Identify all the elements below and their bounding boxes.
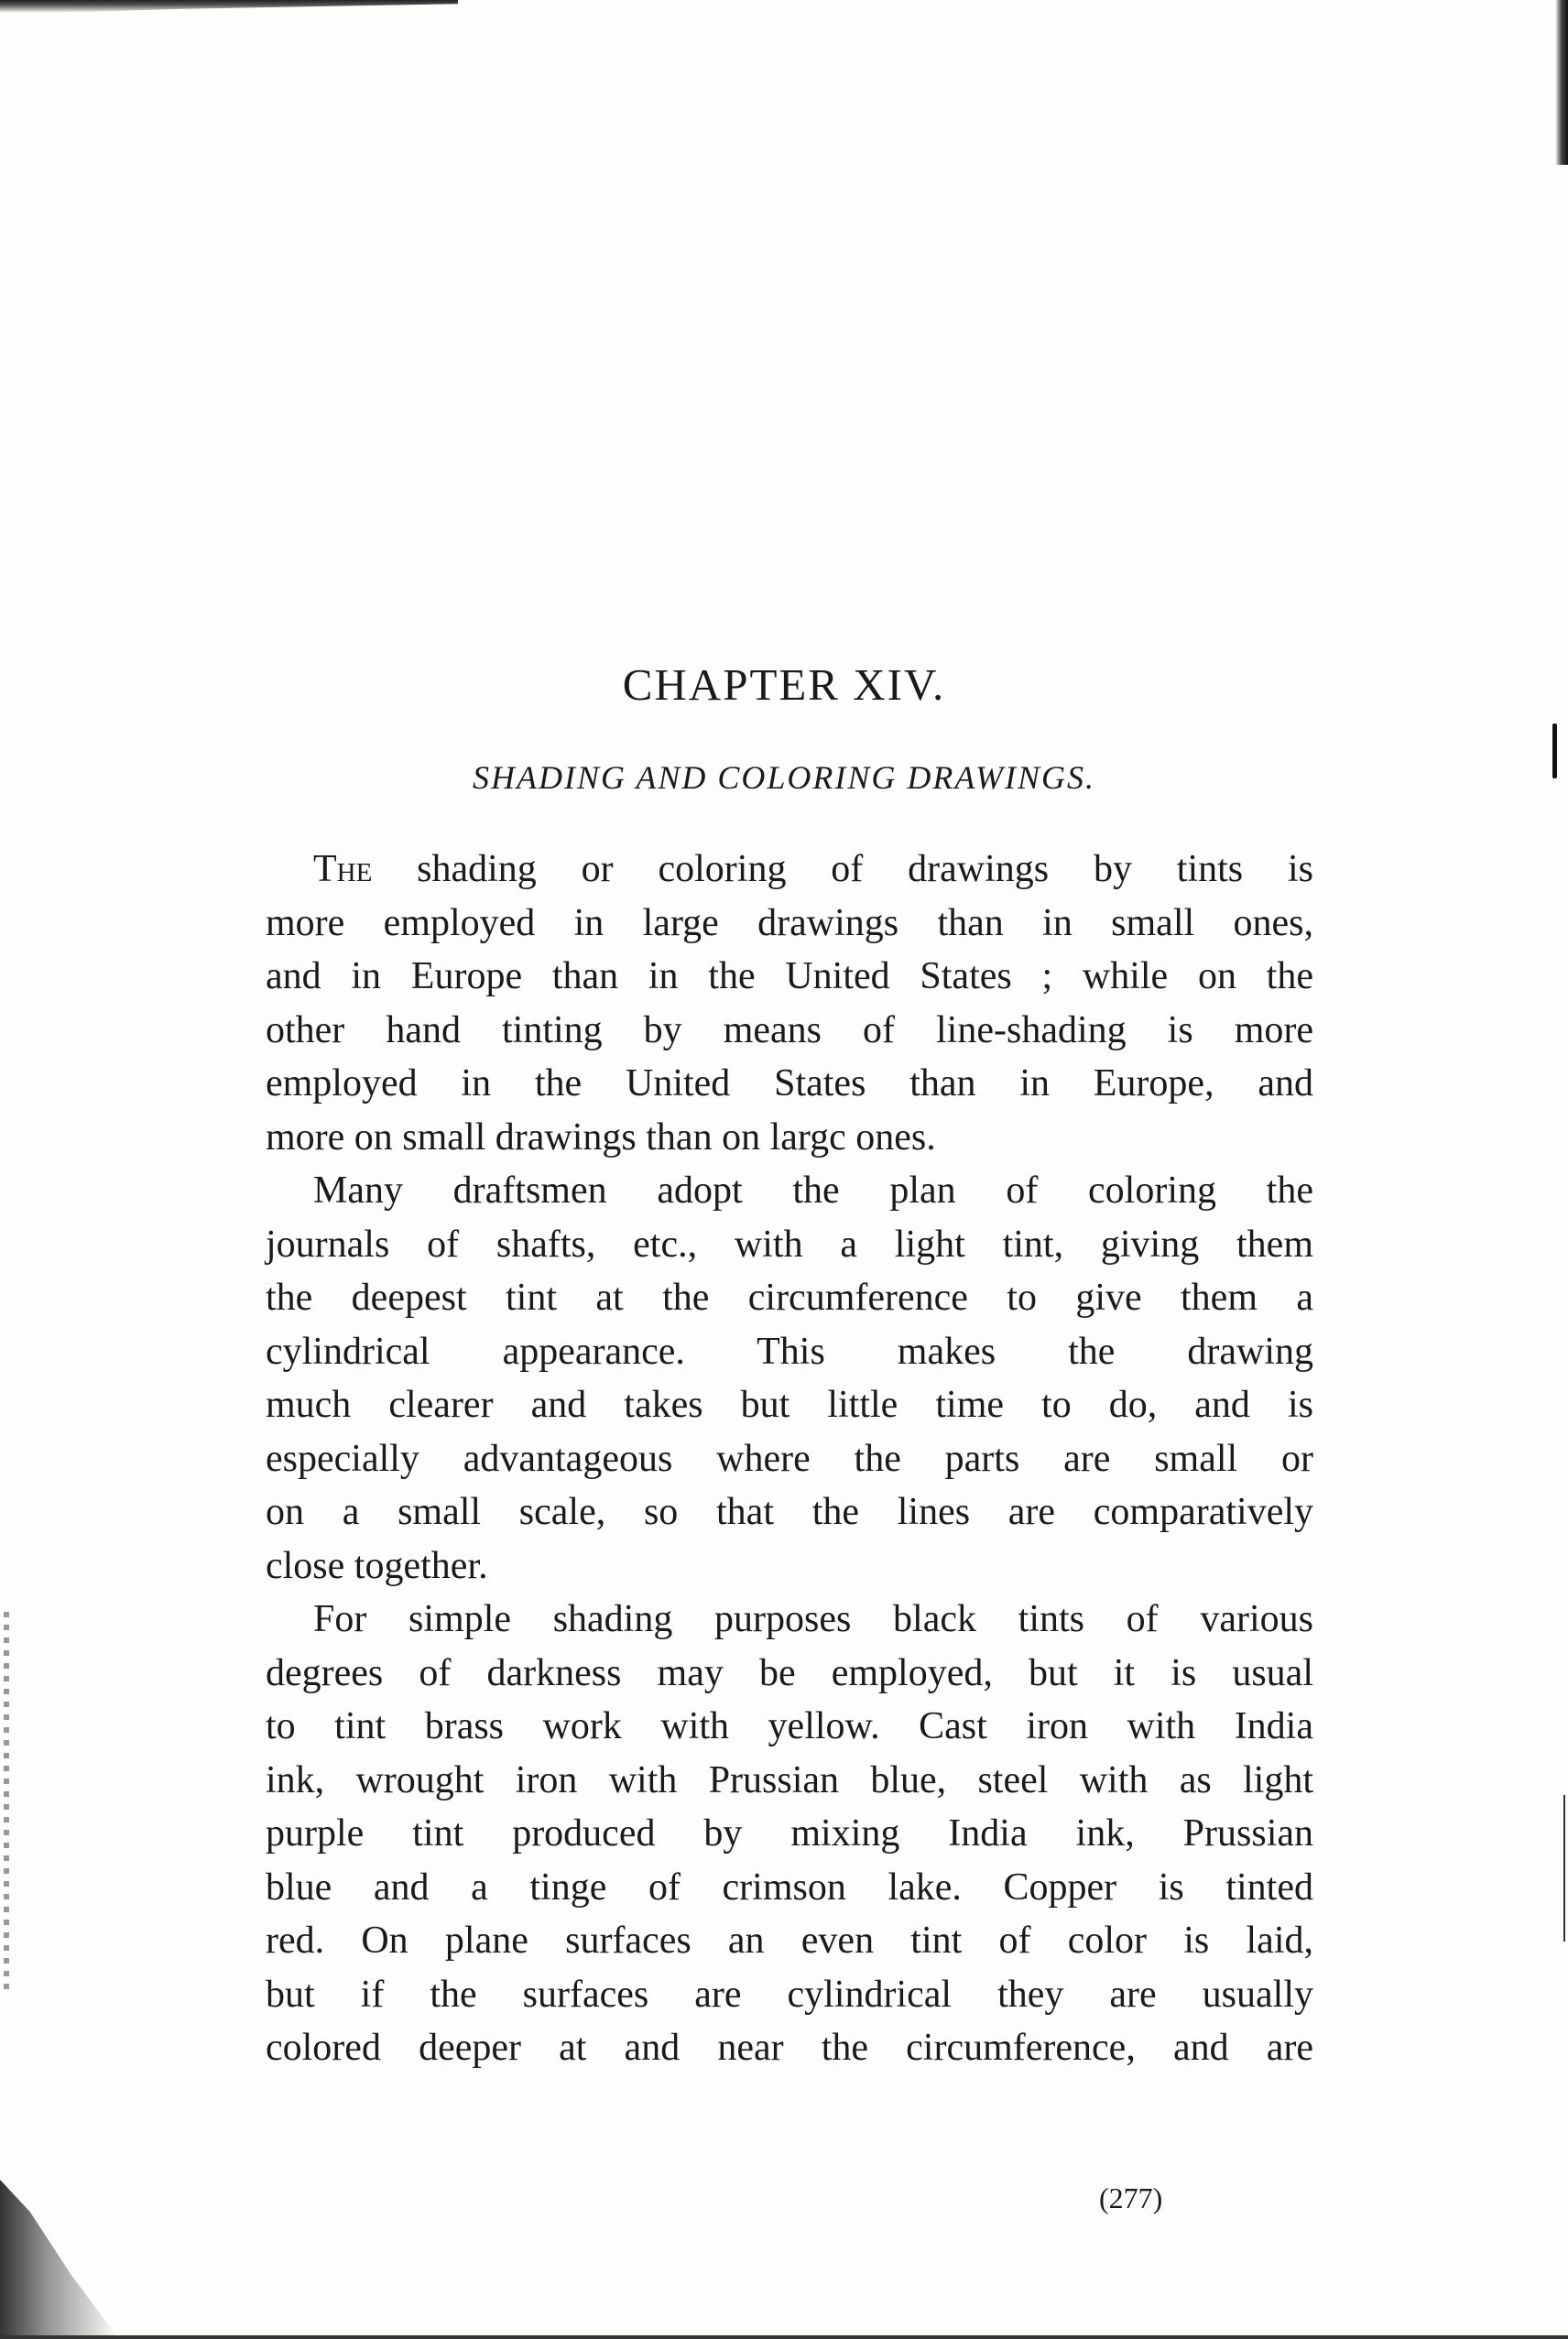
text-line: more employed in large drawings than in small ones, <box>266 901 1313 944</box>
text-line <box>266 843 1313 897</box>
scan-edge-left <box>4 1612 9 1996</box>
chapter-title: CHAPTER XIV. <box>622 659 946 710</box>
text-line: blue and a tinge of crimson lake. Copper is tinted <box>266 1866 1313 1909</box>
paragraph-first-word: The <box>313 848 373 890</box>
text-line-content: shading or coloring of drawings by tints is <box>372 848 1313 890</box>
scan-line-right <box>1563 1795 1565 1942</box>
text-line: cylindrical appearance. This makes the drawing <box>266 1330 1313 1373</box>
paragraph-1 <box>266 843 1313 1164</box>
text-line: employed in the United States than in Europe, and <box>266 1062 1313 1104</box>
text-line: ink, wrought iron with Prussian blue, steel with as light <box>266 1758 1313 1801</box>
scan-edge-right <box>1555 0 1568 165</box>
text-line: Many draftsmen adopt the plan of coloring the <box>313 1170 1313 1212</box>
text-line: close together. <box>266 1544 488 1587</box>
paragraph-2 <box>266 1164 1313 1593</box>
text-line: For simple shading purposes black tints of various <box>313 1598 1313 1640</box>
text-line: purple tint produced by mixing India ink, Prussian <box>266 1812 1313 1855</box>
text-line: and in Europe than in the United States ; while on the <box>266 955 1313 997</box>
scan-edge-top <box>0 0 458 13</box>
text-line: journals of shafts, etc., with a light tint, giving them <box>266 1223 1313 1266</box>
text-line: degrees of darkness may be employed, but it is usual <box>266 1651 1313 1694</box>
scan-corner-bottom-left <box>0 2180 119 2339</box>
body-text <box>266 843 1313 2075</box>
page-number: (277) <box>1099 2181 1163 2214</box>
text-line: especially advantageous where the parts are small or <box>266 1437 1313 1480</box>
text-line: more on small drawings than on largc ones. <box>266 1115 936 1159</box>
text-line: the deepest tint at the circumference to give them a <box>266 1277 1313 1319</box>
text-line: colored deeper at and near the circumference, and are <box>266 2027 1313 2069</box>
paragraph-3 <box>266 1593 1313 2075</box>
text-line: to tint brass work with yellow. Cast iron with India <box>266 1705 1313 1747</box>
text-line: red. On plane surfaces an even tint of color is laid, <box>266 1920 1313 1962</box>
text-line: but if the surfaces are cylindrical they are usually <box>266 1973 1313 2016</box>
scan-edge-bottom <box>0 2335 1568 2339</box>
text-line: other hand tinting by means of line-shading is more <box>266 1008 1313 1051</box>
text-line: on a small scale, so that the lines are comparatively <box>266 1491 1313 1533</box>
chapter-subtitle: SHADING AND COLORING DRAWINGS. <box>473 759 1095 796</box>
text-line: much clearer and takes but little time to do, and is <box>266 1384 1313 1426</box>
